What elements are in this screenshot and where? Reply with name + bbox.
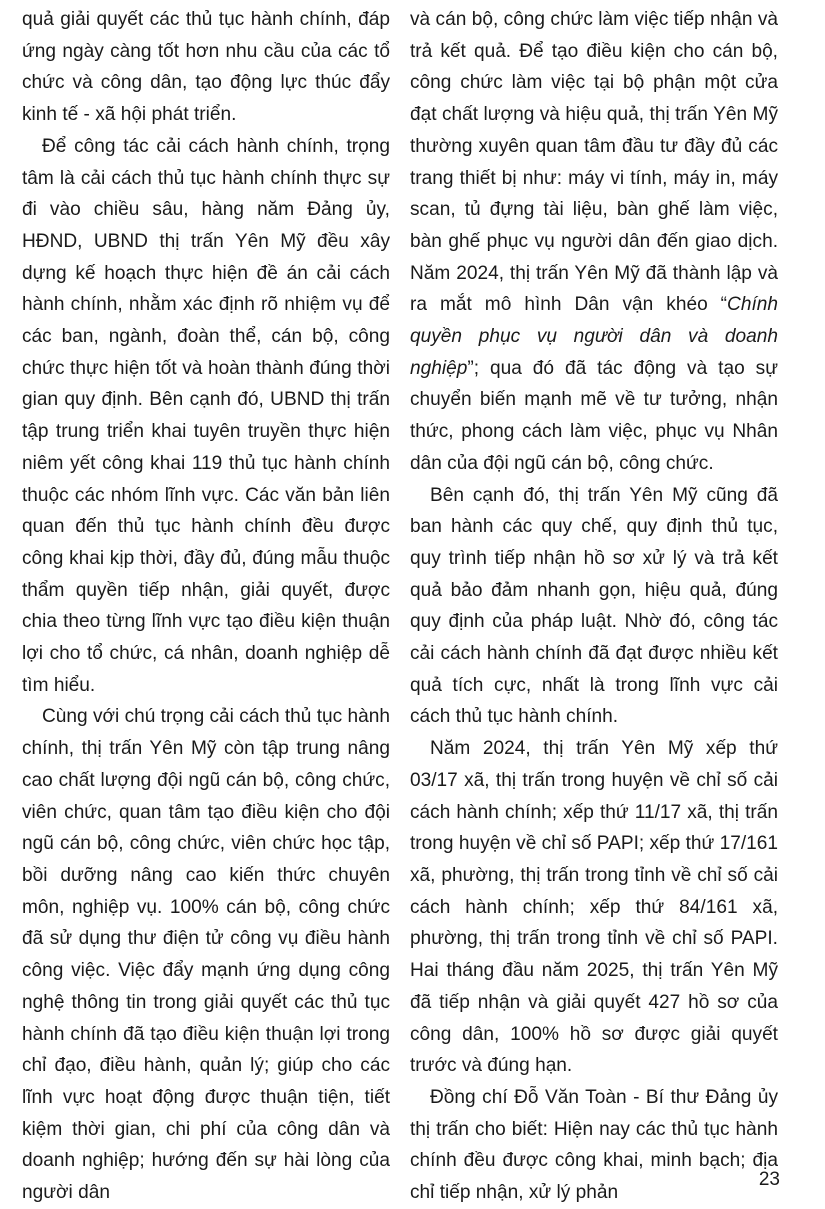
paragraph: Năm 2024, thị trấn Yên Mỹ xếp thứ 03/17 xã, thị trấn trong huyện về chỉ số cải cách hành chính; xếp thứ 11/17 xã, thị trấn trong huyện về chỉ số PAPI; xếp thứ 17/161 xã, phường, thị trấn trong tỉnh về chỉ số cải cách hành chính; xếp thứ 84/161 xã, phường, thị trấn trong tỉnh về chỉ số PAPI. Hai tháng đầu năm 2025, thị trấn Yên Mỹ đã tiếp nhận và giải quyết 427 hồ sơ của công dân, 100% hồ sơ được giải quyết trước và đúng hạn. xyxy=(410,738,779,1077)
paragraph: Để công tác cải cách hành chính, trọng tâm là cải cách thủ tục hành chính thực sự đi vào chiều sâu, hàng năm Đảng ủy, HĐND, UBND thị trấn Yên Mỹ đều xây dựng kế hoạch thực hiện đề án cải cách hành chính, nhằm xác định rõ nhiệm vụ để các ban, ngành, đoàn thể, cán bộ, công chức thực hiện tốt và hoàn thành đúng thời gian quy định. Bên cạnh đó, UBND thị trấn tập trung triển khai tuyên truyền thực hiện niêm yết công khai 119 thủ tục hành chính thuộc các nhóm lĩnh vực. Các văn bản liên quan đến thủ tục hành chính đều được công khai kịp thời, đầy đủ, đúng mẫu thuộc thẩm quyền tiếp nhận, giải quyết, được chia theo từng lĩnh vực tạo điều kiện thuận lợi cho tổ chức, cá nhân, doanh nghiệp dễ tìm hiểu. xyxy=(22,135,390,696)
right-column xyxy=(410,4,778,1209)
page-number: 23 xyxy=(758,1169,780,1190)
paragraph xyxy=(410,4,778,480)
model-name-italic: Chính quyền phục vụ người dân và doanh nghiệp xyxy=(410,294,778,379)
paragraph: quả giải quyết các thủ tục hành chính, đáp ứng ngày càng tốt hơn nhu cầu của các tổ chức và công dân, tạo động lực thúc đẩy kinh tế - xã hội phát triển. xyxy=(22,9,390,126)
paragraph: Cùng với chú trọng cải cách thủ tục hành chính, thị trấn Yên Mỹ còn tập trung nâng cao chất lượng đội ngũ cán bộ, công chức, viên chức, quan tâm tạo điều kiện cho đội ngũ cán bộ, công chức, viên chức học tập, bồi dưỡng nâng cao kiến thức chuyên môn, nghiệp vụ. 100% cán bộ, công chức đã sử dụng thư điện tử công vụ điều hành công việc. Việc đẩy mạnh ứng dụng công nghệ thông tin trong giải quyết các thủ tục hành chính đã tạo điều kiện thuận lợi trong chỉ đạo, điều hành, quản lý; giúp cho các lĩnh vực hoạt động được thuận tiện, tiết kiệm thời gian, chi phí của công dân và doanh nghiệp; hướng đến sự hài lòng của người dân xyxy=(22,706,390,1204)
paragraph-text: ”; qua đó đã tác động và tạo sự chuyển biến mạnh mẽ về tư tưởng, nhận thức, phong cách làm việc, phục vụ Nhân dân của đội ngũ cán bộ, công chức. xyxy=(410,357,778,474)
paragraph-text: và cán bộ, công chức làm việc tiếp nhận và trả kết quả. Để tạo điều kiện cho cán bộ, công chức làm việc tại bộ phận một cửa đạt chất lượng và hiệu quả, thị trấn Yên Mỹ thường xuyên quan tâm đầu tư đầy đủ các trang thiết bị như: máy vi tính, máy in, máy scan, tủ đựng tài liệu, bàn ghế làm việc, bàn ghế phục vụ người dân đến giao dịch. Năm 2024, thị trấn Yên Mỹ đã thành lập và ra mắt mô hình Dân vận khéo “ xyxy=(410,9,778,316)
paragraph: Đồng chí Đỗ Văn Toàn - Bí thư Đảng ủy thị trấn cho biết: Hiện nay các thủ tục hành chính đều được công khai, minh bạch; địa chỉ tiếp nhận, xử lý phản xyxy=(410,1086,778,1204)
paragraph: Bên cạnh đó, thị trấn Yên Mỹ cũng đã ban hành các quy chế, quy định thủ tục, quy trình tiếp nhận hồ sơ xử lý và trả kết quả bảo đảm nhanh gọn, hiệu quả, đúng quy định của pháp luật. Nhờ đó, công tác cải cách hành chính đã đạt được nhiều kết quả tích cực, nhất là trong lĩnh vực cải cách thủ tục hành chính. xyxy=(410,484,778,728)
left-column xyxy=(22,4,390,1209)
